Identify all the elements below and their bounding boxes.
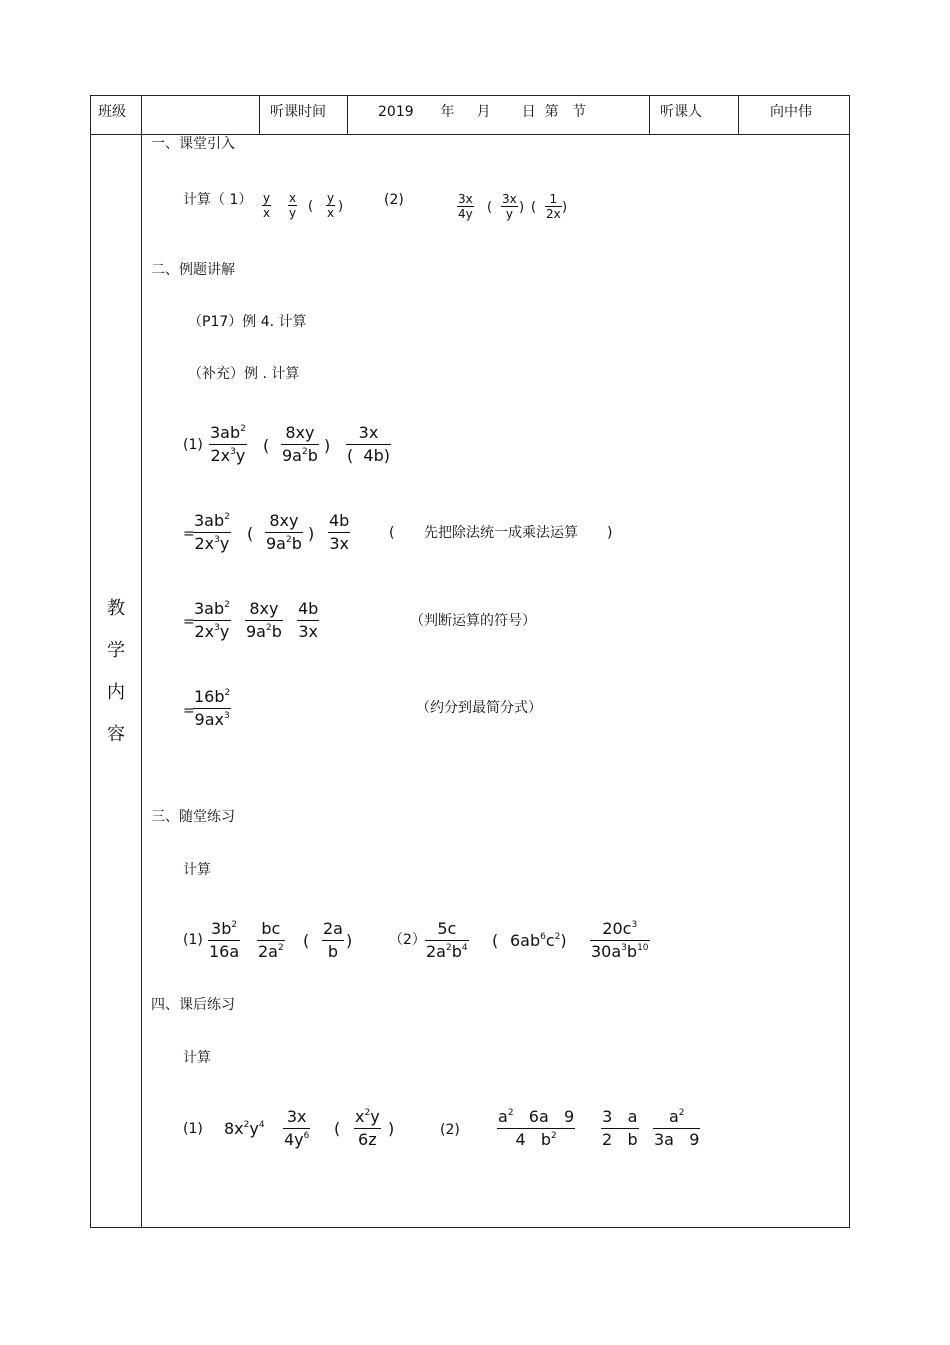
fraction: $\frac{3x}{( 4b)}$ xyxy=(347,423,390,465)
fraction: $\frac{3ab^2}{2x^3y}$ xyxy=(194,511,230,553)
fraction: $\frac{x}{y}$ xyxy=(289,191,297,220)
fraction: $\frac{5c}{2a^2b^4}$ xyxy=(426,919,468,961)
class-label: 班级 xyxy=(98,104,126,120)
math-paren: ( xyxy=(247,524,254,543)
fraction: $\frac{16b^2}{9ax^3}$ xyxy=(194,687,231,729)
listener-value: 向中伟 xyxy=(770,104,812,120)
step-3-note: （判断运算的符号） xyxy=(410,613,536,629)
equals-sign: = xyxy=(183,703,195,719)
section-1-calc-label: 计算（ 1） xyxy=(183,192,253,208)
section-4-title: 四、课后练习 xyxy=(151,997,235,1013)
fraction: $\frac{x^2y}{6z}$ xyxy=(355,1107,380,1149)
fraction: $\frac{3x}{y}$ xyxy=(502,192,517,221)
fraction: $\frac{a^2}{3a 9}$ xyxy=(654,1107,700,1149)
exercise-2-label: (2) xyxy=(440,1122,460,1138)
math-paren: ) xyxy=(388,1119,395,1138)
math-paren: ( xyxy=(334,1119,341,1138)
math-paren: ) xyxy=(562,200,568,215)
math-paren: ) xyxy=(324,436,331,455)
step-1-label: (1) xyxy=(183,437,203,453)
section-2-title: 二、例题讲解 xyxy=(151,262,235,278)
math-term: $8x^2y^4$ xyxy=(224,1119,265,1138)
section-2-example-1: （P17）例 4. 计算 xyxy=(188,314,307,330)
side-label xyxy=(104,588,128,756)
math-paren: ) xyxy=(308,524,315,543)
section-3-calc-label: 计算 xyxy=(183,862,211,878)
note-paren: ) xyxy=(607,525,613,541)
exercise-1-label: (1) xyxy=(183,1121,203,1137)
fraction: $\frac{2a}{b}$ xyxy=(323,919,343,961)
header-row-divider xyxy=(90,134,850,135)
fraction: $\frac{4b}{3x}$ xyxy=(329,511,350,553)
equals-sign: = xyxy=(183,526,195,542)
math-paren: ) xyxy=(519,200,525,215)
math-paren: ( xyxy=(492,931,499,950)
math-paren: ) xyxy=(346,931,353,950)
header-divider-4 xyxy=(738,95,739,134)
fraction: $\frac{3ab^2}{2x^3y}$ xyxy=(194,599,230,641)
section-2-example-2: （补充）例 . 计算 xyxy=(188,366,300,382)
fraction: $\frac{3 a}{2 b}$ xyxy=(602,1107,638,1149)
section-1-title: 一、课堂引入 xyxy=(151,136,235,152)
side-column-divider xyxy=(141,95,142,1228)
math-paren: ( xyxy=(263,436,270,455)
section-1-item2-label: (2) xyxy=(384,192,404,208)
listener-label: 听课人 xyxy=(660,104,702,120)
fraction: $\frac{3b^2}{16a}$ xyxy=(209,919,240,961)
side-char: 学 xyxy=(107,640,125,661)
fraction: $\frac{3x}{4y}$ xyxy=(458,192,473,221)
header-divider-2 xyxy=(347,95,348,134)
side-char: 内 xyxy=(107,682,125,703)
fraction: $\frac{3ab^2}{2x^3y}$ xyxy=(210,423,246,465)
math-paren: ( xyxy=(487,200,493,215)
math-term: $6ab^6c^2$) xyxy=(510,931,567,950)
header-divider-3 xyxy=(649,95,650,134)
step-2-note: 先把除法统一成乘法运算 xyxy=(424,525,578,541)
math-paren: ( xyxy=(308,199,314,214)
header-divider-1 xyxy=(259,95,260,134)
fraction: $\frac{8xy}{9a^2b}$ xyxy=(266,511,302,553)
time-label: 听课时间 xyxy=(270,104,326,120)
fraction: $\frac{20c^3}{30a^3b^{10}}$ xyxy=(591,919,649,961)
equals-sign: = xyxy=(183,614,195,630)
fraction: $\frac{4b}{3x}$ xyxy=(298,599,319,641)
section-4-calc-label: 计算 xyxy=(183,1050,211,1066)
side-char: 教 xyxy=(107,598,125,619)
math-paren: ) xyxy=(338,199,344,214)
practice-1-label: (1) xyxy=(183,932,203,948)
fraction: $\frac{y}{x}$ xyxy=(327,191,335,220)
step-4-note: （约分到最简分式） xyxy=(416,700,542,716)
practice-2-label: （2） xyxy=(389,932,426,948)
fraction: $\frac{bc}{2a^2}$ xyxy=(258,919,284,961)
side-char: 容 xyxy=(107,724,125,745)
fraction: $\frac{1}{2x}$ xyxy=(546,192,561,221)
fraction: $\frac{a^2 6a 9}{4 b^2}$ xyxy=(498,1107,575,1149)
math-paren: ( xyxy=(303,931,310,950)
math-paren: ( xyxy=(531,200,537,215)
fraction: $\frac{8xy}{9a^2b}$ xyxy=(282,423,318,465)
note-paren: ( xyxy=(389,525,395,541)
fraction: $\frac{3x}{4y^6}$ xyxy=(284,1107,310,1149)
section-3-title: 三、随堂练习 xyxy=(151,809,235,825)
time-value: 2019 年 月 日 第 节 xyxy=(378,104,586,120)
fraction: $\frac{y}{x}$ xyxy=(263,191,271,220)
fraction: $\frac{8xy}{9a^2b}$ xyxy=(246,599,282,641)
